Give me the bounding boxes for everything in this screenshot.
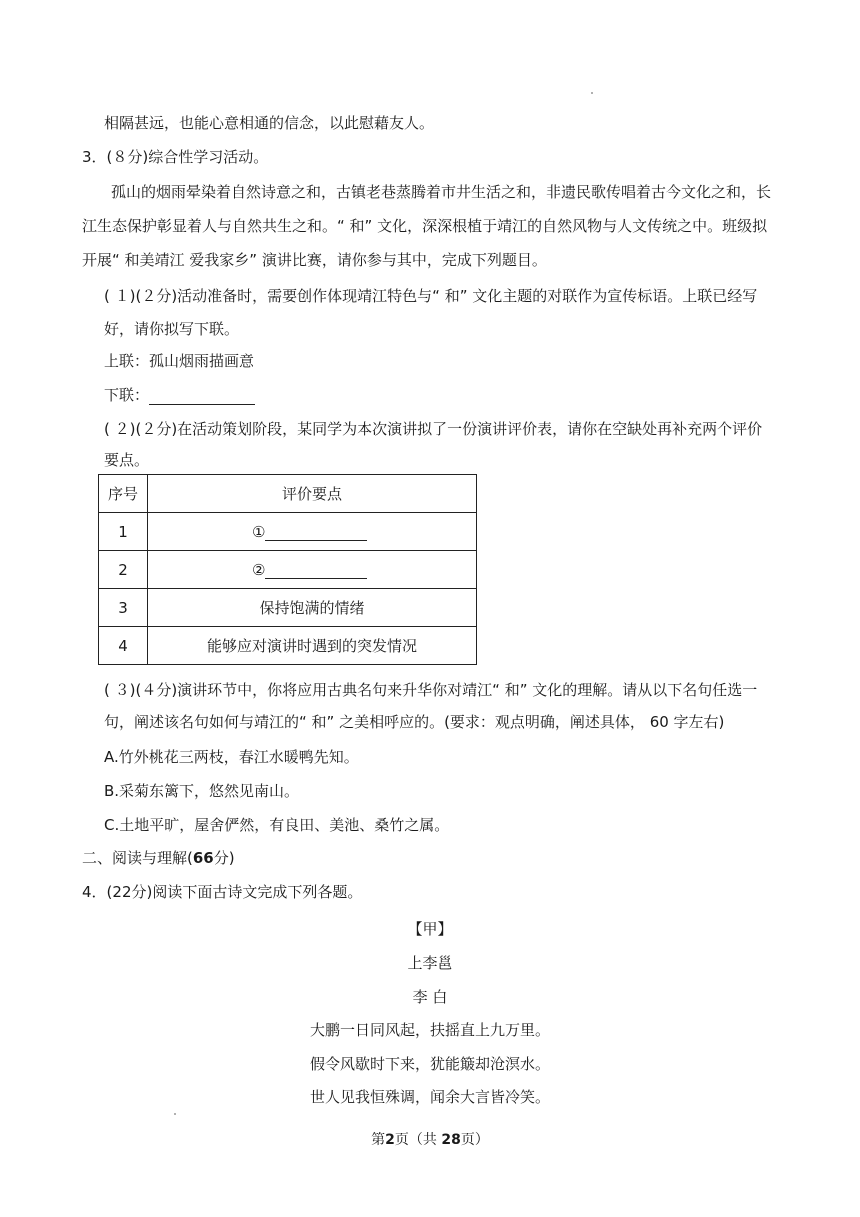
- option-c: C.土地平旷，屋舍俨然，有良田、美池、桑竹之属。: [104, 816, 450, 834]
- poem-author: 李 白: [412, 988, 448, 1006]
- circled-marker: ①: [252, 522, 266, 541]
- table-row: [99, 589, 477, 627]
- q3-sub1-line-2: 好，请你拟写下联。: [104, 320, 240, 338]
- lower-couplet-row: [104, 385, 255, 405]
- table-row: [99, 551, 477, 589]
- q3-sub3-line-2: 句，阐述该名句如何与靖江的“ 和” 之美相呼应的。(要求：观点明确，阐述具体， 60 字左右): [104, 713, 725, 731]
- poem-line: 世人见我恒殊调，闻余大言皆冷笑。: [309, 1088, 550, 1106]
- scan-speck: [174, 1113, 176, 1115]
- q3-para-line-2: 江生态保护彰显着人与自然共生之和。“ 和” 文化，深深根植于靖江的自然风物与人文传统之中。班级拟: [82, 217, 768, 235]
- circled-marker: ②: [252, 560, 266, 579]
- q3-title: 3．(８分)综合性学习活动。: [82, 148, 269, 166]
- q3-sub3-line-1: ( ３)(４分)演讲环节中，你将应用古典名句来升华你对靖江“ 和” 文化的理解。请从以下名句任选一: [104, 681, 758, 699]
- section-heading: 二、阅读与理解(66分): [82, 849, 235, 867]
- page-footer: 第2页（共 28页）: [371, 1132, 489, 1148]
- answer-blank[interactable]: [265, 525, 367, 541]
- q3-sub1-line-1: ( １)(２分)活动准备时，需要创作体现靖江特色与“ 和” 文化主题的对联作为宣传标语。上联已经写: [104, 287, 758, 305]
- table-header-row: [99, 475, 477, 513]
- poem-line: 大鹏一日同风起，扶摇直上九万里。: [309, 1021, 550, 1039]
- row-number: 3: [99, 589, 148, 627]
- row-number: 1: [99, 513, 148, 551]
- q3-para-line-3: 开展“ 和美靖江 爱我家乡” 演讲比赛，请你参与其中，完成下列题目。: [82, 251, 547, 269]
- section-score: 66: [192, 849, 214, 867]
- q3-para-line-1: 孤山的烟雨晕染着自然诗意之和，古镇老巷蒸腾着市井生活之和，非遗民歌传唱着古今文化之和，长: [111, 183, 772, 201]
- row-number: 2: [99, 551, 148, 589]
- intro-tail: 相隔甚远，也能心意相通的信念，以此慰藉友人。: [104, 114, 435, 132]
- poem-title: 上李邕: [407, 954, 453, 972]
- lower-couplet-label: 下联：: [104, 386, 150, 404]
- row-number: 4: [99, 627, 148, 665]
- q3-sub2-line-1: ( ２)(２分)在活动策划阶段，某同学为本次演讲拟了一份演讲评价表，请你在空缺处再补充两个评价: [104, 420, 763, 438]
- q4-title: 4．(22分)阅读下面古诗文完成下列各题。: [82, 883, 363, 901]
- scan-speck: [591, 92, 593, 94]
- q3-sub2-line-2: 要点。: [104, 451, 150, 469]
- row-point: 能够应对演讲时遇到的突发情况: [148, 627, 477, 665]
- answer-blank[interactable]: [265, 563, 367, 579]
- poem-line: 假令风歇时下来，犹能簸却沧溟水。: [309, 1055, 550, 1073]
- row-point: 保持饱满的情绪: [148, 589, 477, 627]
- table-row: [99, 513, 477, 551]
- lower-couplet-blank[interactable]: [149, 388, 255, 405]
- option-b: B.采菊东篱下，悠然见南山。: [104, 782, 300, 800]
- poem-tag: 【甲】: [407, 920, 453, 938]
- row-point-blank[interactable]: [148, 551, 477, 589]
- option-a: A.竹外桃花三两枝，春江水暖鸭先知。: [104, 748, 359, 766]
- row-point-blank[interactable]: [148, 513, 477, 551]
- page-number: 2: [385, 1132, 395, 1148]
- page-total: 28: [441, 1132, 461, 1148]
- table-row: [99, 627, 477, 665]
- upper-couplet: 上联：孤山烟雨描画意: [104, 352, 255, 370]
- table-header-number: 序号: [99, 475, 148, 513]
- table-header-point: 评价要点: [148, 475, 477, 513]
- evaluation-table: [98, 474, 477, 665]
